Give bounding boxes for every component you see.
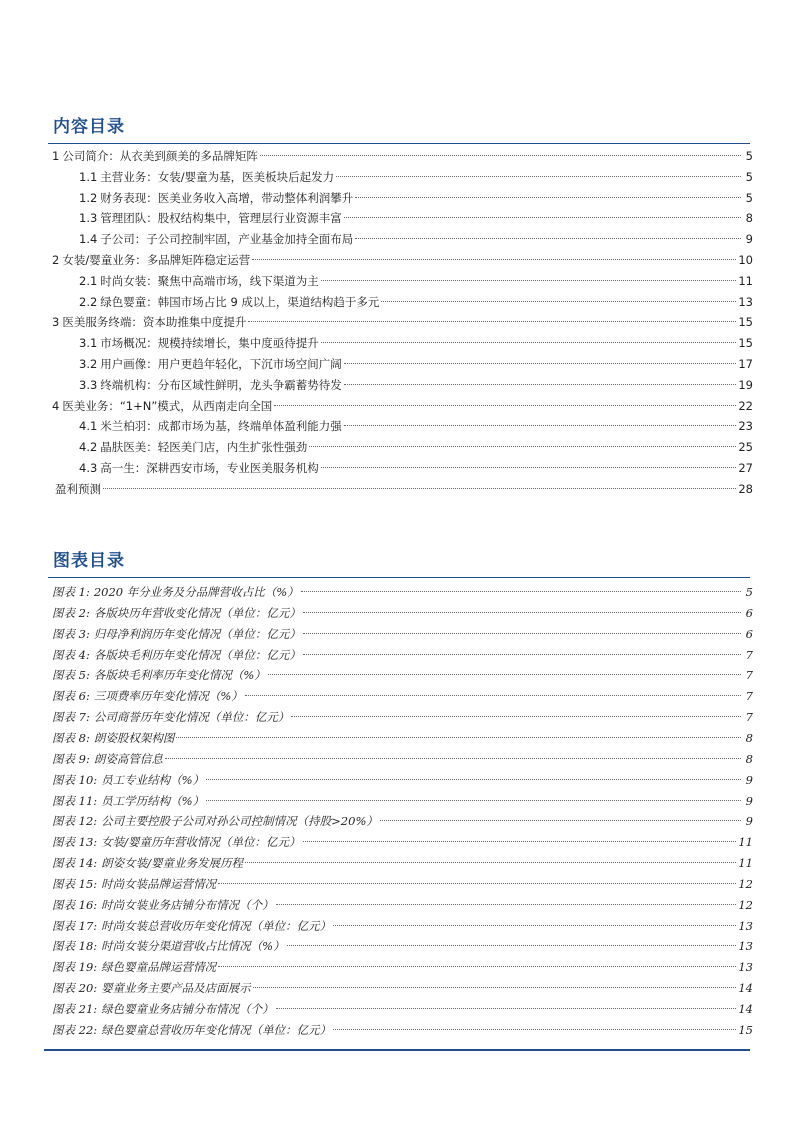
figure-entry-title: 绿色婴童总营收历年变化情况（单位：亿元） [101,1022,332,1037]
figure-entry-page: 8 [745,730,753,745]
figure-entry-title: 2020 年分业务及分品牌营收占比（%） [93,585,299,599]
toc-entry-title: 高一生：深耕西安市场，专业医美服务机构 [100,461,319,475]
dot-leader [165,758,741,759]
figure-entry[interactable] [52,812,753,830]
figure-entry-title: 时尚女装品牌运营情况 [101,876,217,891]
toc-entry-title: 公司简介：从衣美到颜美的多品牌矩阵 [62,149,258,163]
toc-entry-number: 4.2 [79,440,98,455]
figure-entry[interactable] [52,750,753,768]
toc-entry-label [79,438,307,456]
toc-entry[interactable] [79,459,753,477]
toc-entry-number: 3.3 [79,377,98,392]
figure-entry-number: 图表 8: [52,730,90,745]
figure-entry-page: 9 [745,793,753,808]
figure-entry-title: 时尚女装总营收历年变化情况（单位：亿元） [101,918,332,933]
dot-leader [309,446,736,447]
dot-leader [276,904,737,905]
figure-entry-label [52,604,301,622]
figure-entry-title: 三项费率历年变化情况（%） [93,689,243,704]
figure-entry-page: 14 [738,981,753,996]
figure-entry[interactable] [52,1000,753,1018]
toc-entry-number: 4 [52,398,60,413]
dot-leader [355,197,741,198]
figure-entry-number: 图表 7: [52,710,90,725]
dot-leader [252,259,736,260]
dot-leader [206,800,741,801]
toc-entry-label [79,272,319,290]
figure-entry-number: 图表 9: [52,751,90,766]
toc-entry-page: 9 [745,232,753,247]
figure-entry[interactable] [52,958,753,976]
toc-entry-number: 2 [52,253,60,267]
toc-entry-page: 11 [738,273,753,288]
dot-leader [268,674,741,675]
toc-entry-label [79,334,319,352]
figure-entry-page: 11 [738,856,753,871]
dot-leader [245,695,741,696]
figure-entry[interactable] [52,583,753,601]
figure-entry-label [52,750,163,768]
dot-leader [301,591,741,592]
figure-entry[interactable] [52,937,753,955]
toc-entry-label [79,459,319,477]
figure-entry[interactable] [52,854,753,872]
dot-leader [344,425,737,426]
figure-entry-page: 13 [738,939,753,954]
toc-entry-number: 1.3 [79,211,98,226]
toc-entry-label [79,293,379,311]
contents-title-rule [48,143,750,144]
toc-entry-number: 1.4 [79,232,98,247]
toc-entry-number: 4.3 [79,461,98,475]
toc-entry[interactable] [79,334,753,352]
figure-entry-page: 14 [738,1002,753,1016]
toc-entry-number: 3.1 [79,336,98,351]
toc-entry-label [79,230,353,248]
figure-entry-page: 12 [738,897,753,912]
toc-entry-label [79,417,342,435]
toc-entry[interactable] [79,376,753,394]
figure-entry-number: 图表 1: [52,585,90,599]
figure-entry-label [52,875,216,893]
dot-leader [344,363,737,364]
figure-entry-number: 图表 18: [52,939,98,954]
toc-entry-page: 27 [738,461,753,475]
toc-entry-page: 15 [738,315,753,330]
figure-entry[interactable] [52,666,753,684]
figure-entry-label [52,771,204,789]
toc-entry-page: 8 [745,211,753,226]
toc-entry[interactable] [52,147,753,165]
toc-entry-label [52,313,246,331]
dot-leader [287,945,737,946]
toc-entry-title: 财务表现：医美业务收入高增，带动整体利润攀升 [100,190,354,205]
toc-entry-title: 女装/婴童业务：多品牌矩阵稳定运营 [62,253,251,267]
figure-entry-page: 12 [738,876,753,891]
toc-entry-title: 盈利预测 [55,481,101,496]
dot-leader [344,217,741,218]
figure-entry-number: 图表 3: [52,626,90,641]
toc-entry-number: 1.1 [79,169,98,184]
figure-entry-number: 图表 5: [52,668,90,683]
dot-leader [253,987,737,988]
figure-entry-page: 8 [745,751,753,766]
dot-leader [245,862,736,863]
figure-entry-title: 绿色婴童业务店铺分布情况（个） [101,1002,274,1016]
figure-entry-label [52,729,174,747]
toc-entry-title: 用户画像：用户更趋年轻化，下沉市场空间广阔 [100,357,342,371]
figure-entry-title: 朗姿高管信息 [93,751,163,766]
figure-entry-page: 9 [745,772,753,787]
figure-entry-label [52,896,274,914]
figure-entry-title: 朗姿女装/婴童业务发展历程 [101,856,244,871]
toc-entry[interactable] [79,417,753,435]
figure-entry[interactable] [52,875,753,893]
figure-entry-page: 15 [738,1022,753,1037]
figure-entry-title: 员工学历结构（%） [101,793,205,808]
figure-entry[interactable] [52,771,753,789]
figure-entry-label [52,666,266,684]
figure-entry-page: 13 [738,960,753,975]
toc-entry-title: 晶肤医美：轻医美门店，内生扩张性强劲 [100,440,308,455]
toc-entry-label [79,376,342,394]
dot-leader [218,883,736,884]
toc-entry[interactable] [52,397,753,415]
dot-leader [321,280,737,281]
figures-title: 图表目录 [53,551,125,571]
dot-leader [218,966,736,967]
figure-entry[interactable] [52,729,753,747]
toc-entry[interactable] [79,168,753,186]
figure-entry-label [52,1021,331,1039]
figure-entry-title: 时尚女装业务店铺分布情况（个） [101,897,274,912]
figure-entry-number: 图表 16: [52,897,98,912]
figure-entry-number: 图表 10: [52,772,98,787]
figure-entry-number: 图表 11: [52,793,98,808]
dot-leader [355,238,741,239]
toc-entry[interactable] [79,189,753,207]
figure-entry[interactable] [52,625,753,643]
toc-entry-page: 5 [745,149,753,163]
figure-entry-number: 图表 2: [52,605,90,620]
figure-entry-page: 9 [745,814,753,829]
figure-entry[interactable] [52,896,753,914]
figure-entry-page: 13 [738,918,753,933]
figure-entry-title: 女装/婴童历年营收情况（单位：亿元） [101,835,301,850]
figure-entry-label [52,958,216,976]
toc-entry-page: 10 [738,253,753,267]
figure-entry-page: 7 [745,668,753,683]
figure-entry-label [52,812,378,830]
figure-entry-page: 7 [745,710,753,725]
figure-entry-number: 图表 20: [52,981,98,996]
dot-leader [103,488,736,489]
toc-entry-number: 1.2 [79,190,98,205]
figure-entry[interactable] [52,917,753,935]
dot-leader [176,737,741,738]
figures-title-rule [48,577,750,578]
toc-entry-page: 5 [745,169,753,184]
figure-entry[interactable] [52,646,753,664]
toc-entry-label [52,251,250,269]
figure-entry-title: 时尚女装分渠道营收占比情况（%） [101,939,285,954]
toc-entry-title: 医美业务：“1+N”模式，从西南走向全国 [62,398,273,413]
toc-entry-number: 4.1 [79,419,98,434]
figure-entry-number: 图表 14: [52,856,98,871]
figure-entry-number: 图表 13: [52,835,98,850]
figure-entry-page: 7 [745,647,753,662]
figure-entry-title: 员工专业结构（%） [101,772,205,787]
dot-leader [303,654,741,655]
figure-entry-number: 图表 4: [52,647,90,662]
figure-entry-label [52,917,331,935]
toc-entry-label [52,397,272,415]
contents-title: 内容目录 [53,117,125,137]
toc-entry[interactable] [79,293,753,311]
toc-entry[interactable] [79,272,753,290]
figure-entry-number: 图表 22: [52,1022,98,1037]
figure-entry[interactable] [52,687,753,705]
toc-entry-page: 23 [738,419,753,434]
toc-entry-title: 绿色婴童：韩国市场占比 9 成以上，渠道结构趋于多元 [100,294,380,309]
figure-entry-title: 朗姿股权架构图 [93,730,175,745]
figure-entry-label [52,646,301,664]
toc-entry-page: 25 [738,440,753,455]
figure-entry-number: 图表 15: [52,876,98,891]
toc-entry[interactable] [79,209,753,227]
dot-leader [336,176,741,177]
dot-leader [333,1029,736,1030]
figure-entry[interactable] [52,604,753,622]
dot-leader [276,1008,737,1009]
figure-entry-label [52,833,301,851]
figure-entry-label [52,854,243,872]
dot-leader [274,405,736,406]
figure-entry-title: 各版块毛利率历年变化情况（%） [93,668,266,683]
figure-entry-title: 绿色婴童品牌运营情况 [101,960,217,975]
toc-entry-title: 子公司：子公司控制牢固，产业基金加持全面布局 [100,232,354,247]
toc-entry[interactable] [79,355,753,373]
figure-entry-page: 5 [745,585,753,599]
toc-entry[interactable] [79,230,753,248]
figure-entry-label [52,708,289,726]
toc-entry-title: 医美服务终端：资本助推集中度提升 [62,315,247,330]
figure-entry-title: 各版块毛利历年变化情况（单位：亿元） [93,647,301,662]
figure-entry-page: 11 [738,835,753,850]
figure-entry-title: 公司主要控股子公司对孙公司控制情况（持股>20%） [101,814,378,829]
dot-leader [381,301,736,302]
toc-entry-label [79,189,353,207]
toc-entry-page: 17 [738,357,753,371]
figure-entry-title: 各版块历年营收变化情况（单位：亿元） [93,605,301,620]
footer-rule [44,1049,750,1051]
dot-leader [321,342,737,343]
figure-entry-label [52,625,301,643]
toc-entry-title: 管理团队：股权结构集中，管理层行业资源丰富 [100,211,342,226]
toc-entry-label [79,209,342,227]
toc-entry-label [79,355,342,373]
toc-entry[interactable] [52,480,753,498]
toc-entry[interactable] [52,251,753,269]
figure-entry-title: 归母净利润历年变化情况（单位：亿元） [93,626,301,641]
dot-leader [321,467,737,468]
figure-entry-label [52,583,299,601]
figure-entry-page: 7 [745,689,753,704]
toc-entry-title: 市场概况：规模持续增长，集中度亟待提升 [100,336,319,351]
figure-entry-title: 婴童业务主要产品及店面展示 [101,981,251,996]
figure-entry-page: 6 [745,626,753,641]
figure-entry-title: 公司商誉历年变化情况（单位：亿元） [93,710,290,725]
toc-entry-number: 3 [52,315,60,330]
toc-entry-label [52,147,258,165]
toc-entry-page: 5 [745,190,753,205]
dot-leader [303,841,737,842]
dot-leader [303,633,741,634]
figure-entry-label [52,1000,274,1018]
dot-leader [380,820,741,821]
figure-entry-number: 图表 6: [52,689,90,704]
dot-leader [248,321,736,322]
figure-entry-number: 图表 12: [52,814,98,829]
toc-entry-label [79,168,334,186]
toc-entry-title: 主营业务：女装/婴童为基，医美板块后起发力 [100,169,335,184]
figure-entry[interactable] [52,792,753,810]
toc-entry-page: 13 [738,294,753,309]
dot-leader [260,155,741,156]
toc-entry-title: 米兰柏羽：成都市场为基，终端单体盈利能力强 [100,419,342,434]
figure-entry-number: 图表 17: [52,918,98,933]
toc-entry-page: 22 [738,398,753,413]
toc-entry-page: 28 [738,481,753,496]
dot-leader [344,384,737,385]
figure-entry[interactable] [52,1021,753,1039]
toc-entry-label [52,480,101,498]
dot-leader [291,716,741,717]
toc-entry-number: 2.1 [79,273,98,288]
figure-entry-number: 图表 21: [52,1002,98,1016]
dot-leader [333,925,736,926]
toc-entry[interactable] [79,438,753,456]
dot-leader [303,612,741,613]
toc-entry-number: 1 [52,149,60,163]
figure-entry-label [52,979,251,997]
figure-entry[interactable] [52,979,753,997]
figure-entry-label [52,687,243,705]
figure-entry-label [52,937,285,955]
toc-entry-number: 3.2 [79,357,98,371]
figure-entry[interactable] [52,708,753,726]
figure-entry-page: 6 [745,605,753,620]
figure-entry[interactable] [52,833,753,851]
toc-entry-page: 15 [738,336,753,351]
toc-entry-page: 19 [738,377,753,392]
toc-entry-title: 终端机构：分布区域性鲜明，龙头争霸蓄势待发 [100,377,342,392]
toc-entry-number: 2.2 [79,294,98,309]
figure-entry-label [52,792,204,810]
figure-entry-number: 图表 19: [52,960,98,975]
toc-entry-title: 时尚女装：聚焦中高端市场，线下渠道为主 [100,273,319,288]
toc-entry[interactable] [52,313,753,331]
dot-leader [206,779,741,780]
